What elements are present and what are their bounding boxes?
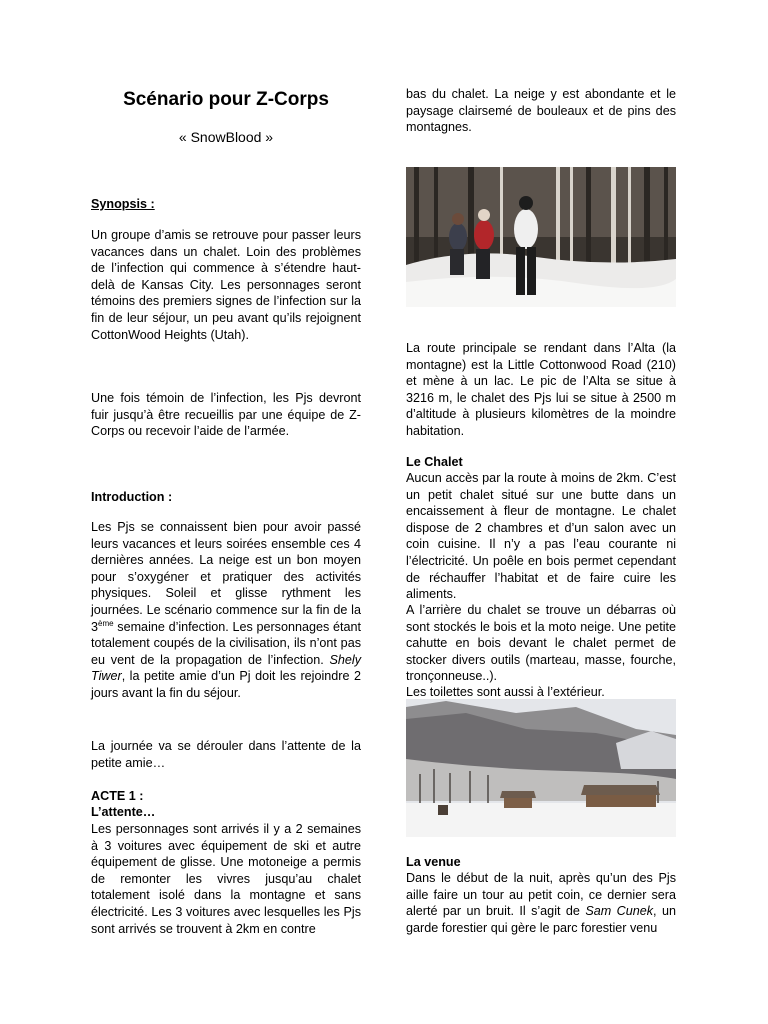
introduction-heading: Introduction : <box>91 490 173 504</box>
page-title: Scénario pour Z-Corps <box>123 89 329 110</box>
venue-text-a: Dans le début de la nuit, après qu’un des Pjs aille faire un tour au petit coin, ce dernier sera alerté par un bruit. Il s’agit de <box>406 871 676 919</box>
snow-forest-photo <box>406 167 676 307</box>
synopsis-heading-text: Synopsis : <box>91 197 155 211</box>
act1-subheading: L’attente… <box>91 805 156 819</box>
venue-text-b: , un garde forestier qui gère le parc forestier venu <box>406 904 676 935</box>
shely-tiwer-name: Shely Tiwer <box>91 652 361 684</box>
route-paragraph: La route principale se rendant dans l’Alta (la montagne) est la Little Cottonwood Road (210) et mène à un lac. Le pic de l’Alta se situe à 3216 m, le chalet des Pjs lui se situe à 2500 m d’altitude à plusieurs kilomètres de la moindre habitation. <box>406 341 676 438</box>
chalet-paragraph-2: A l’arrière du chalet se trouve un débarras où sont stockés le bois et la moto neige. Une petite cahutte en bois devant le chalet permet de stocker divers outils (marteau, masse, fourche, tronçonneuse..). <box>406 603 676 684</box>
act1-paragraph: Les personnages sont arrivés il y a 2 semaines à 3 voitures avec équipement de ski et autre équipement de glisse. Une motoneige a permis de remonter les vivres jusqu’au chalet totalement isolé dans la montagne et sans électricité. Les 3 voitures avec lesquelles les Pjs sont arrivés se trouvent à 2km en contre <box>91 822 361 936</box>
sam-cunek-name: Sam Cunek <box>585 904 654 919</box>
continued-paragraph: bas du chalet. La neige y est abondante et le paysage clairsemé de bouleaux et de pins des montagnes. <box>406 87 676 135</box>
synopsis-heading <box>91 196 361 213</box>
chalet-paragraph-1: Aucun accès par la route à moins de 2km. C’est un petit chalet situé sur une butte dans un encaissement à fleur de montagne. Le chalet dispose de 2 chambres et d’un salon avec un coin cuisine. Il n’y a pas l’eau courante ni l’électricité. Un poêle en bois permet cependant de réchauffer l’habitat et de faire cuire les aliments. <box>406 471 676 602</box>
mountain-cabin-photo <box>406 699 676 837</box>
synopsis-paragraph-1: Un groupe d’amis se retrouve pour passer leurs vacances dans un chalet. Loin des problèmes de l’infection qui commence à s’étendre haut- delà de Kansas City. Les personnages seront témoins des premiers signes de l’infection sur la fin de leur séjour, un peu avant qu’ils rejoignent CottonWood Heights (Utah). <box>91 228 361 342</box>
snow-forest-illustration <box>406 167 676 307</box>
introduction-paragraph-1 <box>91 519 361 702</box>
mountain-cabin-illustration <box>406 699 676 837</box>
introduction-paragraph-2: La journée va se dérouler dans l’attente de la petite amie… <box>91 739 361 770</box>
intro-text-c: , la petite amie d’un Pj doit les rejoindre 2 jours avant la fin du séjour. <box>91 669 361 700</box>
intro-superscript: ème <box>98 618 114 628</box>
chalet-heading: Le Chalet <box>406 455 463 469</box>
intro-text-b: semaine d’infection. Les personnages étant totalement coupés de la civilisation, ils n’ont pas eu vent de la propagation de l’infection. <box>91 619 361 667</box>
intro-text-a: Les Pjs se connaissent bien pour avoir passé leurs vacances et leurs soirées ensemble ces 4 dernières années. La neige est un bon moyen pour s’oxygéner et pratiquer des activités physiques. Soleil et glisse rythment les journées. Le scénario commence sur la fin de la 3 <box>91 520 361 634</box>
page-subtitle: « SnowBlood » <box>178 129 274 145</box>
act1-heading: ACTE 1 : <box>91 789 144 803</box>
venue-heading: La venue <box>406 855 461 869</box>
chalet-paragraph-3: Les toilettes sont aussi à l’extérieur. <box>406 685 605 699</box>
venue-paragraph <box>406 870 676 936</box>
synopsis-paragraph-2: Une fois témoin de l’infection, les Pjs devront fuir jusqu’à être recueillis par une équipe de Z-Corps ou recevoir l’aide de l’armée. <box>91 391 361 439</box>
